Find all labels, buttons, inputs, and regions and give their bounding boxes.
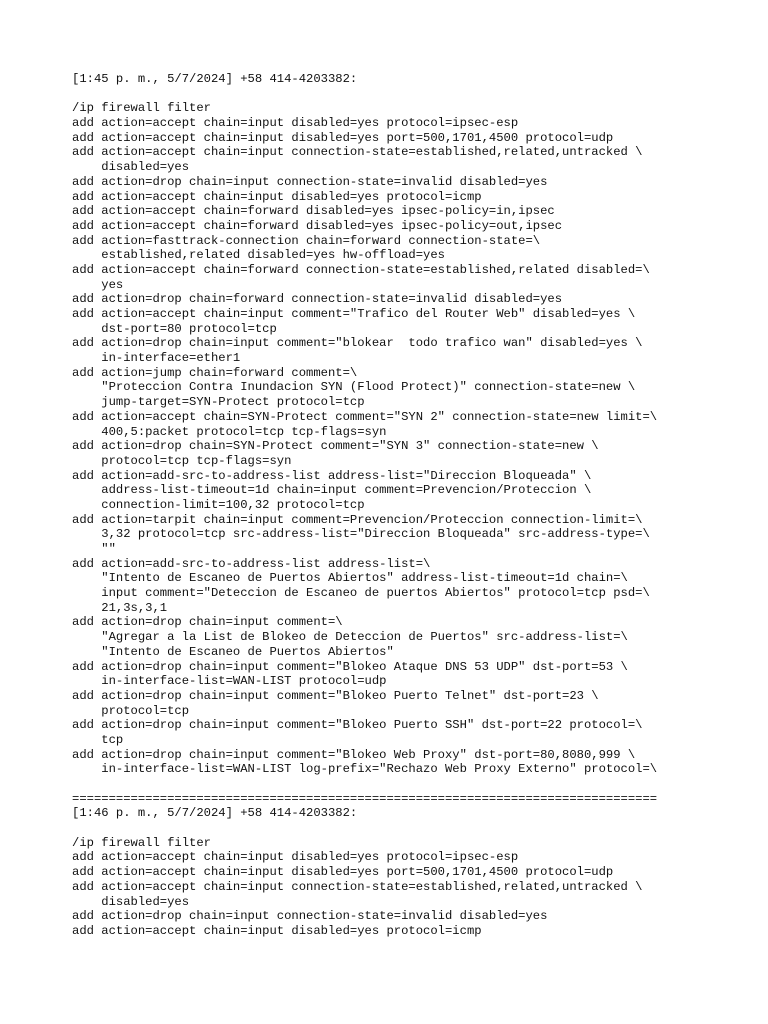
message-header: [1:46 p. m., 5/7/2024] +58 414-4203382: xyxy=(72,806,358,821)
firewall-rule-line: add action=accept chain=forward connection-state=established,related disabled=\ xyxy=(72,262,650,277)
firewall-rule-line: add action=drop chain=input comment="blokear todo trafico wan" disabled=yes \ xyxy=(72,336,643,351)
firewall-rule-line: add action=drop chain=input connection-state=invalid disabled=yes xyxy=(72,174,548,189)
firewall-rule-line: add action=drop chain=forward connection-state=invalid disabled=yes xyxy=(72,292,563,307)
continuation-line: protocol=tcp xyxy=(72,703,190,718)
firewall-rule-line: add action=drop chain=input comment=\ xyxy=(72,615,343,630)
firewall-rule-line: add action=drop chain=input comment="Blokeo Puerto Telnet" dst-port=23 \ xyxy=(72,688,599,703)
continuation-line: in-interface=ether1 xyxy=(72,351,241,366)
continuation-line: in-interface-list=WAN-LIST log-prefix="Rechazo Web Proxy Externo" protocol=\ xyxy=(72,762,658,777)
continuation-line: 21,3s,3,1 xyxy=(72,600,168,615)
firewall-rule-line: add action=accept chain=input disabled=yes protocol=ipsec-esp xyxy=(72,116,519,131)
continuation-line: disabled=yes xyxy=(72,894,190,909)
continuation-line: "Agregar a la List de Blokeo de Deteccion de Puertos" src-address-list=\ xyxy=(72,630,628,645)
continuation-line: disabled=yes xyxy=(72,160,190,175)
firewall-rule-line: add action=drop chain=SYN-Protect comment="SYN 3" connection-state=new \ xyxy=(72,439,599,454)
continuation-line: input comment="Deteccion de Escaneo de puertos Abiertos" protocol=tcp psd=\ xyxy=(72,586,650,601)
continuation-line: address-list-timeout=1d chain=input comment=Prevencion/Proteccion \ xyxy=(72,483,592,498)
continuation-line: "Intento de Escaneo de Puertos Abiertos" address-list-timeout=1d chain=\ xyxy=(72,571,628,586)
continuation-line: protocol=tcp tcp-flags=syn xyxy=(72,453,292,468)
separator-line: ================================================================================ xyxy=(72,791,658,806)
firewall-rule-line: add action=drop chain=input comment="Blokeo Ataque DNS 53 UDP" dst-port=53 \ xyxy=(72,659,628,674)
continuation-line: "Proteccion Contra Inundacion SYN (Flood Protect)" connection-state=new \ xyxy=(72,380,636,395)
firewall-rule-line: add action=add-src-to-address-list address-list=\ xyxy=(72,556,431,571)
firewall-rule-line: add action=tarpit chain=input comment=Prevencion/Proteccion connection-limit=\ xyxy=(72,512,643,527)
firewall-rule-line: add action=drop chain=input comment="Blokeo Puerto SSH" dst-port=22 protocol=\ xyxy=(72,718,643,733)
continuation-line: in-interface-list=WAN-LIST protocol=udp xyxy=(72,674,387,689)
continuation-line: connection-limit=100,32 protocol=tcp xyxy=(72,497,365,512)
blank-line xyxy=(72,87,692,102)
firewall-rule-line: add action=drop chain=input connection-state=invalid disabled=yes xyxy=(72,909,548,924)
continuation-line: 3,32 protocol=tcp src-address-list="Direccion Bloqueada" src-address-type=\ xyxy=(72,527,650,542)
continuation-line: jump-target=SYN-Protect protocol=tcp xyxy=(72,395,365,410)
firewall-rule-line: add action=accept chain=forward disabled=yes ipsec-policy=in,ipsec xyxy=(72,204,555,219)
message-header: [1:45 p. m., 5/7/2024] +58 414-4203382: xyxy=(72,72,358,86)
continuation-line: "" xyxy=(72,542,116,556)
firewall-rule-line: add action=add-src-to-address-list address-list="Direccion Bloqueada" \ xyxy=(72,468,592,483)
continuation-line: tcp xyxy=(72,732,124,747)
firewall-rule-line: add action=accept chain=SYN-Protect comment="SYN 2" connection-state=new limit=\ xyxy=(72,409,658,424)
firewall-rule-line: add action=jump chain=forward comment=\ xyxy=(72,365,358,380)
firewall-rule-line: add action=drop chain=input comment="Blokeo Web Proxy" dst-port=80,8080,999 \ xyxy=(72,747,636,762)
command-path: /ip firewall filter xyxy=(72,101,211,116)
document-text xyxy=(72,72,692,939)
firewall-rule-line: add action=accept chain=input disabled=yes port=500,1701,4500 protocol=udp xyxy=(72,865,614,880)
firewall-rule-line: add action=accept chain=input disabled=yes protocol=icmp xyxy=(72,923,482,938)
firewall-rule-line: add action=accept chain=input disabled=yes protocol=ipsec-esp xyxy=(72,850,519,865)
continuation-line: "Intento de Escaneo de Puertos Abiertos" xyxy=(72,644,394,659)
blank-line xyxy=(72,821,692,836)
blank-line xyxy=(72,777,692,792)
firewall-rule-line: add action=accept chain=input comment="Trafico del Router Web" disabled=yes \ xyxy=(72,307,636,321)
firewall-rule-line: add action=accept chain=input disabled=yes protocol=icmp xyxy=(72,189,482,204)
firewall-rule-line: add action=accept chain=input connection-state=established,related,untracked \ xyxy=(72,879,643,894)
continuation-line: yes xyxy=(72,277,124,292)
continuation-line: established,related disabled=yes hw-offload=yes xyxy=(72,248,445,263)
firewall-rule-line: add action=fasttrack-connection chain=forward connection-state=\ xyxy=(72,233,541,248)
firewall-rule-line: add action=accept chain=input disabled=yes port=500,1701,4500 protocol=udp xyxy=(72,130,614,145)
continuation-line: 400,5:packet protocol=tcp tcp-flags=syn xyxy=(72,424,387,439)
firewall-rule-line: add action=accept chain=forward disabled=yes ipsec-policy=out,ipsec xyxy=(72,218,563,233)
command-path: /ip firewall filter xyxy=(72,835,211,850)
firewall-rule-line: add action=accept chain=input connection-state=established,related,untracked \ xyxy=(72,145,643,160)
continuation-line: dst-port=80 protocol=tcp xyxy=(72,321,277,336)
